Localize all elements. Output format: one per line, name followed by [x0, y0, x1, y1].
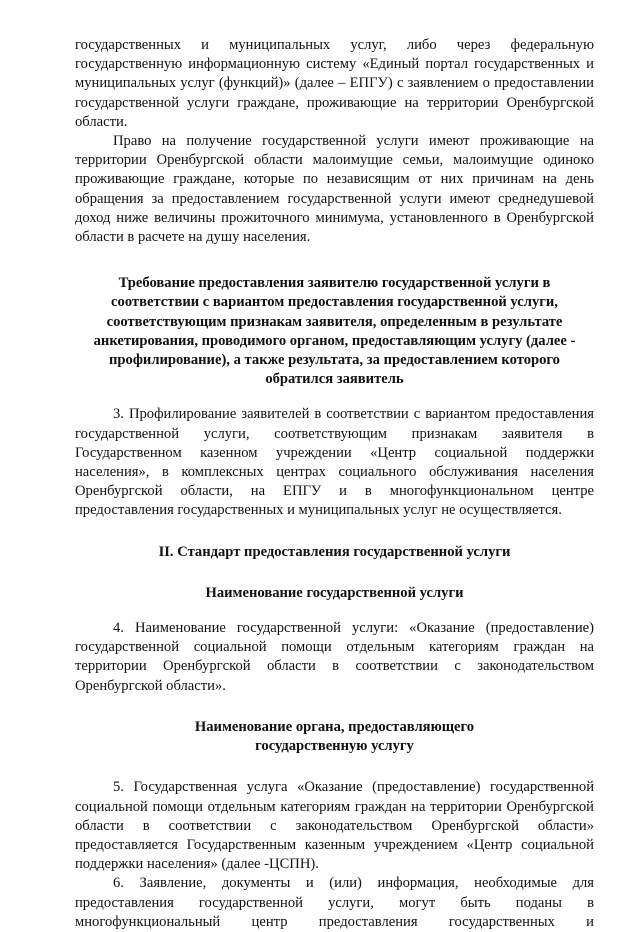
paragraph-6-documents: 6. Заявление, документы и (или) информация, необходимые для предоставления государственной услуги, могут быть поданы в многофункциональный центр предоставления государственных и	[75, 875, 594, 930]
heading-section-ii: II. Стандарт предоставления государственной услуги	[158, 543, 511, 560]
paragraph-continuation: государственных и муниципальных услуг, либо через федеральную государственную информационную систему «Единый портал государственных и муниципальных услуг (функций)» (далее – ЕПГУ) с заявлением о предоставлении государственной услуги граждане, проживающие на территории Оренбургской области.	[75, 37, 594, 130]
paragraph-3-profiling: 3. Профилирование заявителей в соответствии с вариантом предоставления государственной услуги, соответствующим признакам заявителя в Государственном казенном учреждении «Центр социальной поддержки населения», в комплексных центрах социального обслуживания населения Оренбургской области, на ЕПГУ и в многофункциональном центре предоставления государственных и муниципальных услуг не осуществляется.	[75, 406, 594, 519]
heading-service-name: Наименование государственной услуги	[205, 584, 464, 601]
paragraph-5-authority: 5. Государственная услуга «Оказание (предоставление) государственной социальной помощи отдельным категориям граждан на территории Оренбургской области в соответствии с законодательством Оренбургской области» предоставляется Государственным казенным учреждением «Центр социальной поддержки населения» (далее -ЦСПН).	[75, 779, 594, 873]
heading-authority	[75, 718, 594, 756]
paragraph-eligibility: Право на получение государственной услуги имеют проживающие на территории Оренбургской области малоимущие семьи, малоимущие одиноко проживающие граждане, которые по независящим от них причинам на день обращения за предоставлением государственной услуги имеют среднедушевой доход ниже величины прожиточного минимума, установленного в Оренбургской области в расчете на душу населения.	[75, 133, 594, 246]
heading-profiling-requirement: Требование предоставления заявителю государственной услуги в соответствии с вариантом предоставления государственной услуги, соответствующим признакам заявителя, определенным в результате анкетирования, проводимого органом, предоставляющим услугу (далее - профилирование), а также результата, за предоставлением которого обратился заявитель	[93, 275, 576, 388]
paragraph-4-service-name: 4. Наименование государственной услуги: «Оказание (предоставление) государственной социальной помощи отдельным категориям граждан на территории Оренбургской области в соответствии с законодательством Оренбургской области».	[75, 620, 594, 694]
heading-authority-line1: Наименование органа, предоставляющего	[194, 718, 475, 735]
heading-authority-line2: государственную услугу	[255, 738, 414, 755]
